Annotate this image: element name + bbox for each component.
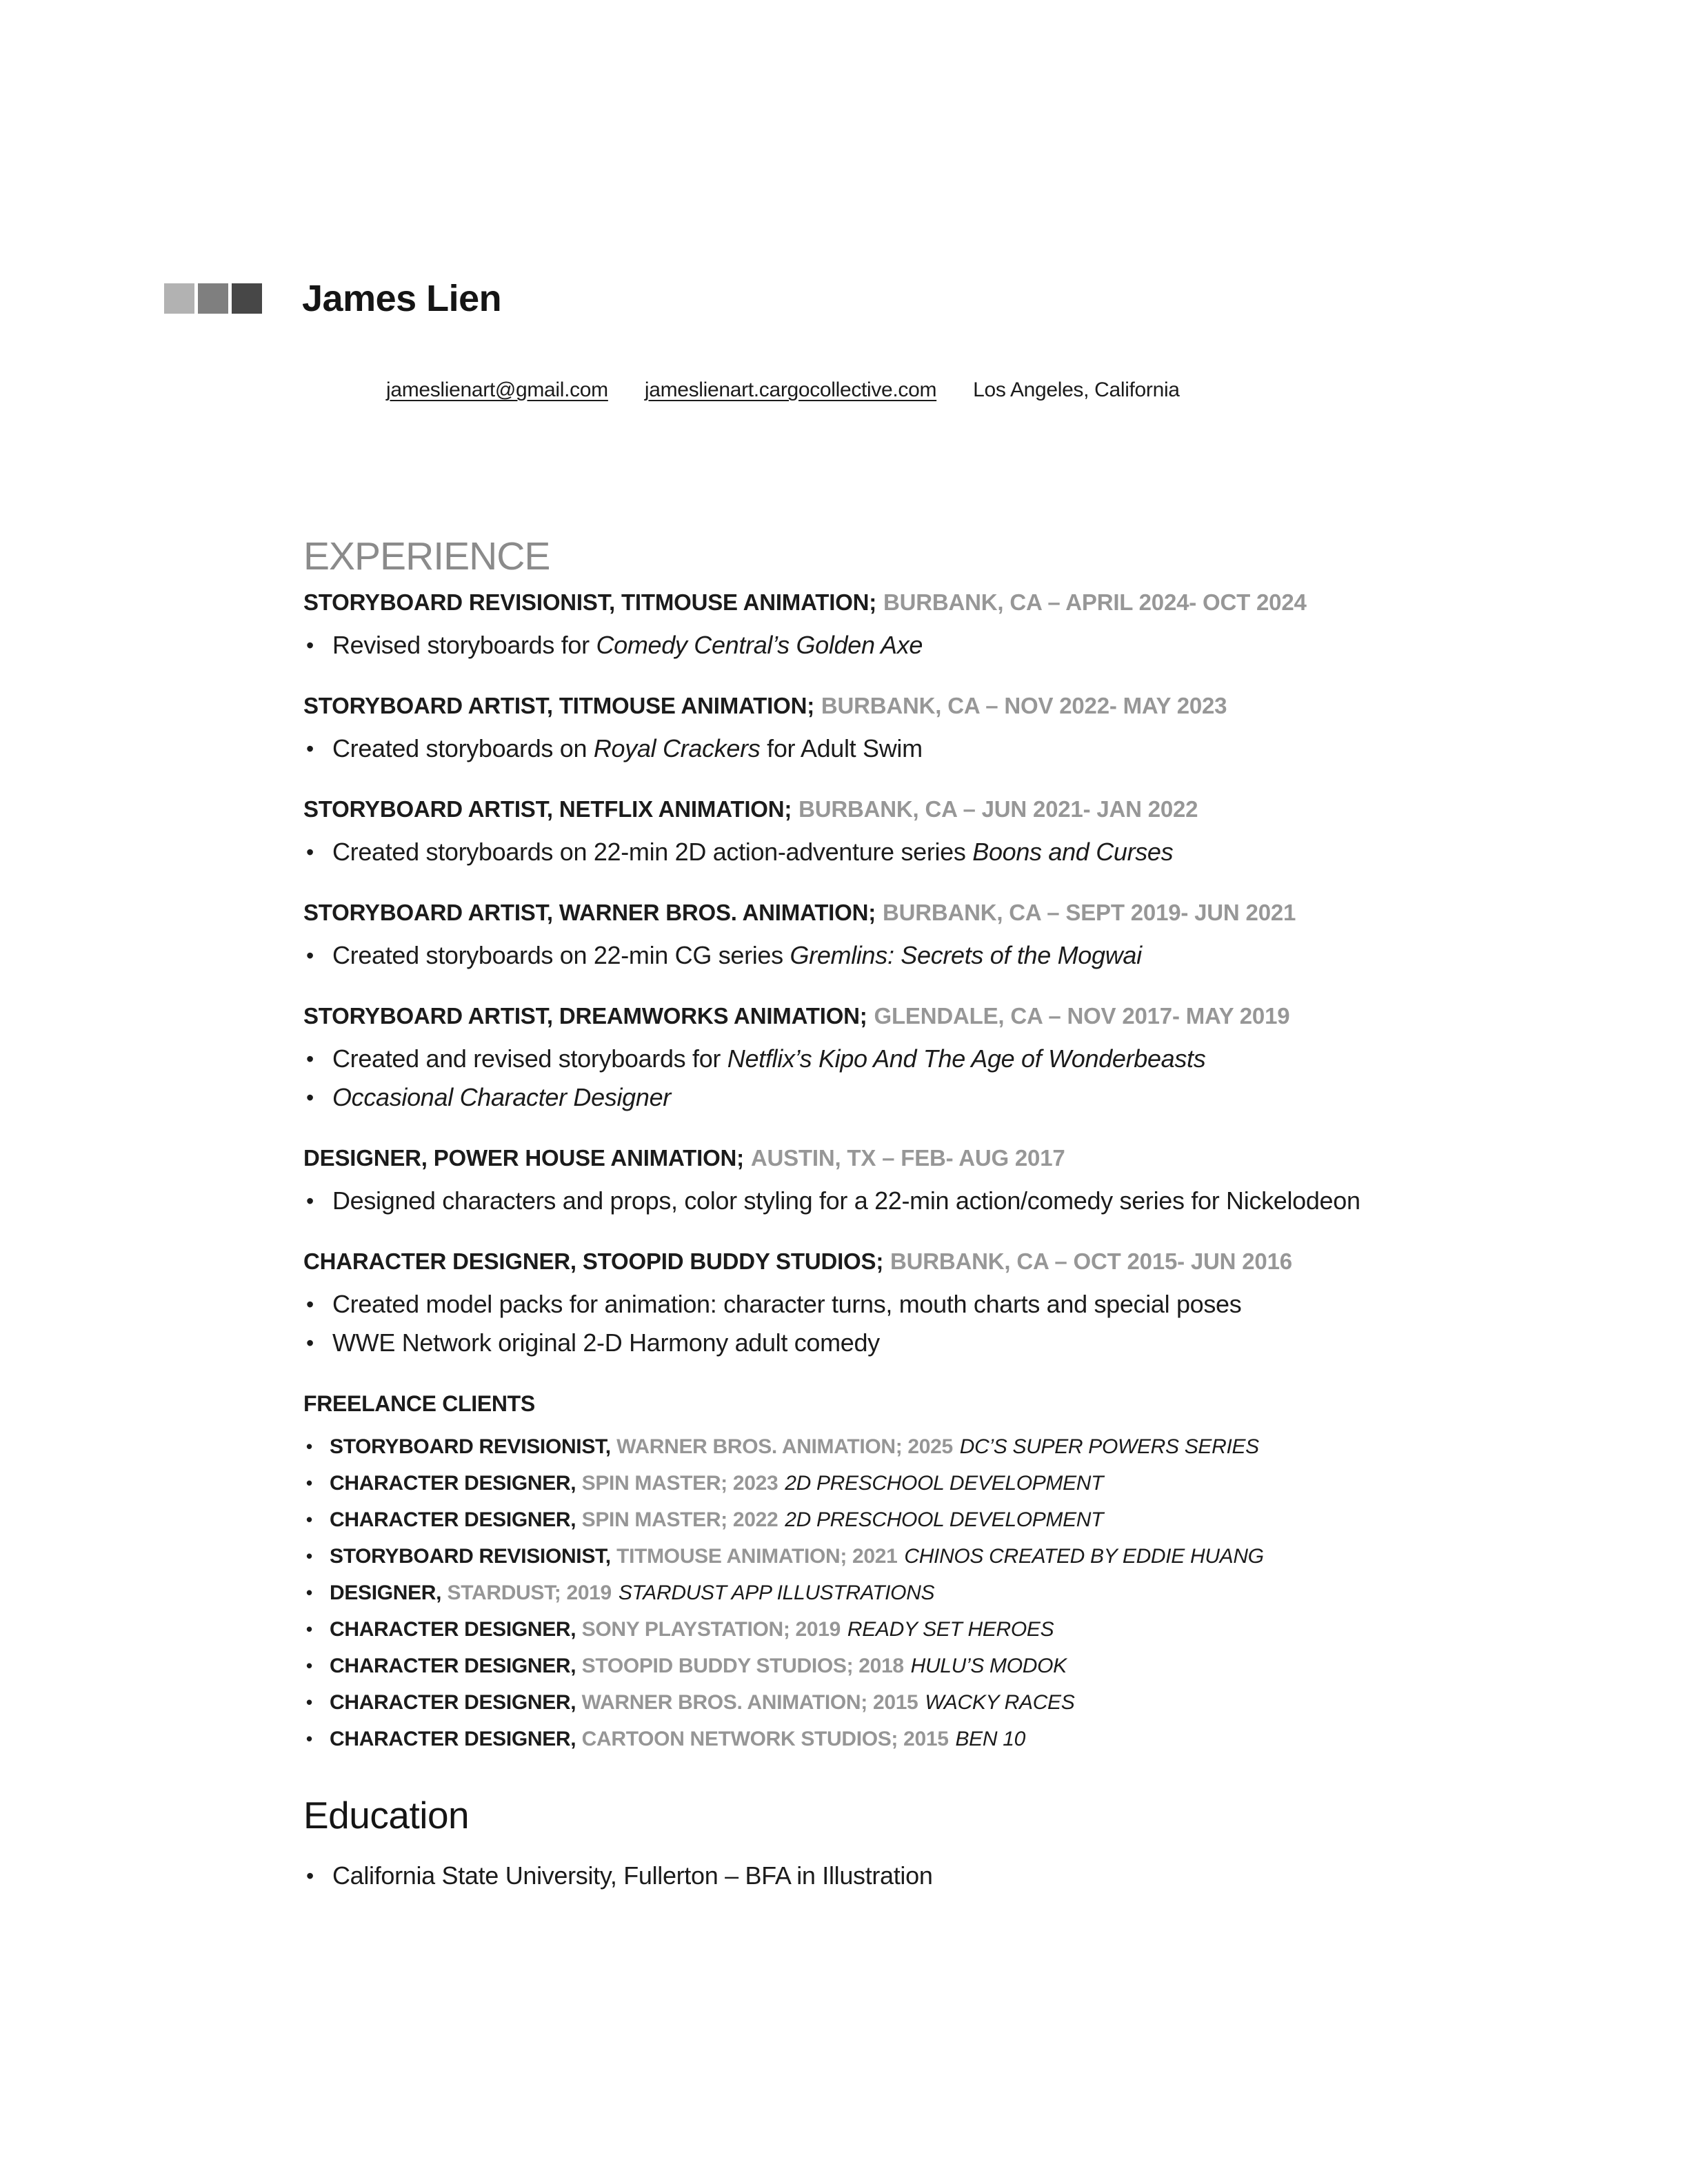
entry-role: STORYBOARD ARTIST, NETFLIX ANIMATION; <box>303 796 792 822</box>
entry-role: STORYBOARD ARTIST, TITMOUSE ANIMATION; <box>303 693 814 718</box>
freelance-item: • CHARACTER DESIGNER, SPIN MASTER; 2023 2D PRESCHOOL DEVELOPMENT <box>306 1465 1379 1502</box>
entry-title <box>303 1248 1379 1275</box>
logo-square-dark <box>232 283 262 314</box>
bullet-dot: • <box>306 736 314 761</box>
entry-meta: BURBANK, CA – OCT 2015- JUN 2016 <box>890 1248 1292 1274</box>
entry-meta: BURBANK, CA – SEPT 2019- JUN 2021 <box>882 900 1296 925</box>
entry-role: DESIGNER, POWER HOUSE ANIMATION; <box>303 1145 744 1171</box>
email-link[interactable]: jameslienart@gmail.com <box>386 378 608 401</box>
bullet-item: • WWE Network original 2-D Harmony adult comedy <box>306 1324 1379 1362</box>
freelance-item: • DESIGNER, STARDUST; 2019 STARDUST APP ILLUSTRATIONS <box>306 1575 1379 1611</box>
bullet-dot: • <box>306 1189 314 1213</box>
bullet-item: • Revised storyboards for Comedy Central’s Golden Axe <box>306 626 1379 665</box>
logo-square-medium <box>198 283 228 314</box>
bullet-dot: • <box>306 840 314 865</box>
logo <box>164 283 262 314</box>
freelance-item: • CHARACTER DESIGNER, CARTOON NETWORK STUDIOS; 2015 BEN 10 <box>306 1721 1379 1757</box>
bullet-item: • Occasional Character Designer <box>306 1078 1379 1117</box>
bullet-item: • Created and revised storyboards for Netflix’s Kipo And The Age of Wonderbeasts <box>306 1040 1379 1078</box>
entry-meta: BURBANK, CA – NOV 2022- MAY 2023 <box>821 693 1227 718</box>
header <box>164 0 1688 317</box>
entry-title <box>303 1144 1379 1172</box>
bullet-dot: • <box>306 1546 312 1566</box>
bullet-item: • Designed characters and props, color styling for a 22-min action/comedy series for Nickelodeon <box>306 1182 1379 1220</box>
entry-role: STORYBOARD REVISIONIST, TITMOUSE ANIMATION; <box>303 589 877 615</box>
freelance-heading: FREELANCE CLIENTS <box>303 1391 535 1416</box>
location-text: Los Angeles, California <box>973 378 1180 401</box>
bullet-dot: • <box>306 1046 314 1071</box>
experience-entry-powerhouse <box>303 1144 1379 1220</box>
experience-entry-titmouse-revisionist <box>303 589 1379 665</box>
bullet-dot: • <box>306 1728 312 1749</box>
entry-role: STORYBOARD ARTIST, WARNER BROS. ANIMATION; <box>303 900 876 925</box>
main-content <box>303 534 1379 1895</box>
education-item: • California State University, Fullerton – BFA in Illustration <box>306 1857 1379 1895</box>
bullet-dot: • <box>306 1863 314 1888</box>
entry-role: CHARACTER DESIGNER, STOOPID BUDDY STUDIOS; <box>303 1248 884 1274</box>
experience-entry-warner-bros <box>303 899 1379 975</box>
bullet-dot: • <box>306 1292 314 1317</box>
entry-title <box>303 899 1379 927</box>
education-list <box>303 1857 1379 1895</box>
experience-entry-stoopid-buddy <box>303 1248 1379 1362</box>
entry-title <box>303 692 1379 720</box>
bullet-dot: • <box>306 1619 312 1639</box>
freelance-item: • STORYBOARD REVISIONIST, TITMOUSE ANIMATION; 2021 CHINOS CREATED BY EDDIE HUANG <box>306 1538 1379 1575</box>
freelance-item: • CHARACTER DESIGNER, STOOPID BUDDY STUDIOS; 2018 HULU’S MODOK <box>306 1648 1379 1684</box>
freelance-item: • STORYBOARD REVISIONIST, WARNER BROS. ANIMATION; 2025 DC’S SUPER POWERS SERIES <box>306 1428 1379 1465</box>
bullet-item: • Created storyboards on 22-min 2D action-adventure series Boons and Curses <box>306 833 1379 871</box>
bullet-item: • Created storyboards on 22-min CG series Gremlins: Secrets of the Mogwai <box>306 936 1379 975</box>
entry-title <box>303 1002 1379 1030</box>
bullet-dot: • <box>306 1436 312 1457</box>
entry-role: STORYBOARD ARTIST, DREAMWORKS ANIMATION; <box>303 1003 867 1029</box>
bullet-dot: • <box>306 1331 314 1355</box>
bullet-dot: • <box>306 1692 312 1712</box>
entry-meta: GLENDALE, CA – NOV 2017- MAY 2019 <box>874 1003 1290 1029</box>
experience-entry-netflix <box>303 796 1379 871</box>
education-heading: Education <box>303 1794 470 1837</box>
freelance-list <box>303 1428 1379 1757</box>
portfolio-link[interactable]: jameslienart.cargocollective.com <box>644 378 937 401</box>
experience-entry-dreamworks <box>303 1002 1379 1117</box>
logo-square-light <box>164 283 194 314</box>
bullet-item: • Created storyboards on Royal Crackers for Adult Swim <box>306 729 1379 768</box>
bullet-dot: • <box>306 1582 312 1603</box>
entry-meta: AUSTIN, TX – FEB- AUG 2017 <box>750 1145 1065 1171</box>
bullet-item: • Created model packs for animation: character turns, mouth charts and special poses <box>306 1285 1379 1324</box>
bullet-dot: • <box>306 633 314 658</box>
freelance-item: • CHARACTER DESIGNER, SONY PLAYSTATION; 2019 READY SET HEROES <box>306 1611 1379 1648</box>
contact-line <box>386 378 1688 403</box>
entry-title <box>303 796 1379 823</box>
freelance-item: • CHARACTER DESIGNER, WARNER BROS. ANIMATION; 2015 WACKY RACES <box>306 1684 1379 1721</box>
entry-title <box>303 589 1379 616</box>
experience-entry-titmouse-artist <box>303 692 1379 768</box>
entry-meta: BURBANK, CA – JUN 2021- JAN 2022 <box>798 796 1198 822</box>
name-title: James Lien <box>302 278 502 319</box>
entry-meta: BURBANK, CA – APRIL 2024- OCT 2024 <box>883 589 1307 615</box>
bullet-dot: • <box>306 1473 312 1493</box>
bullet-dot: • <box>306 943 314 968</box>
freelance-item: • CHARACTER DESIGNER, SPIN MASTER; 2022 2D PRESCHOOL DEVELOPMENT <box>306 1502 1379 1538</box>
bullet-dot: • <box>306 1655 312 1676</box>
bullet-dot: • <box>306 1085 314 1110</box>
experience-heading: EXPERIENCE <box>303 534 550 578</box>
bullet-dot: • <box>306 1509 312 1530</box>
